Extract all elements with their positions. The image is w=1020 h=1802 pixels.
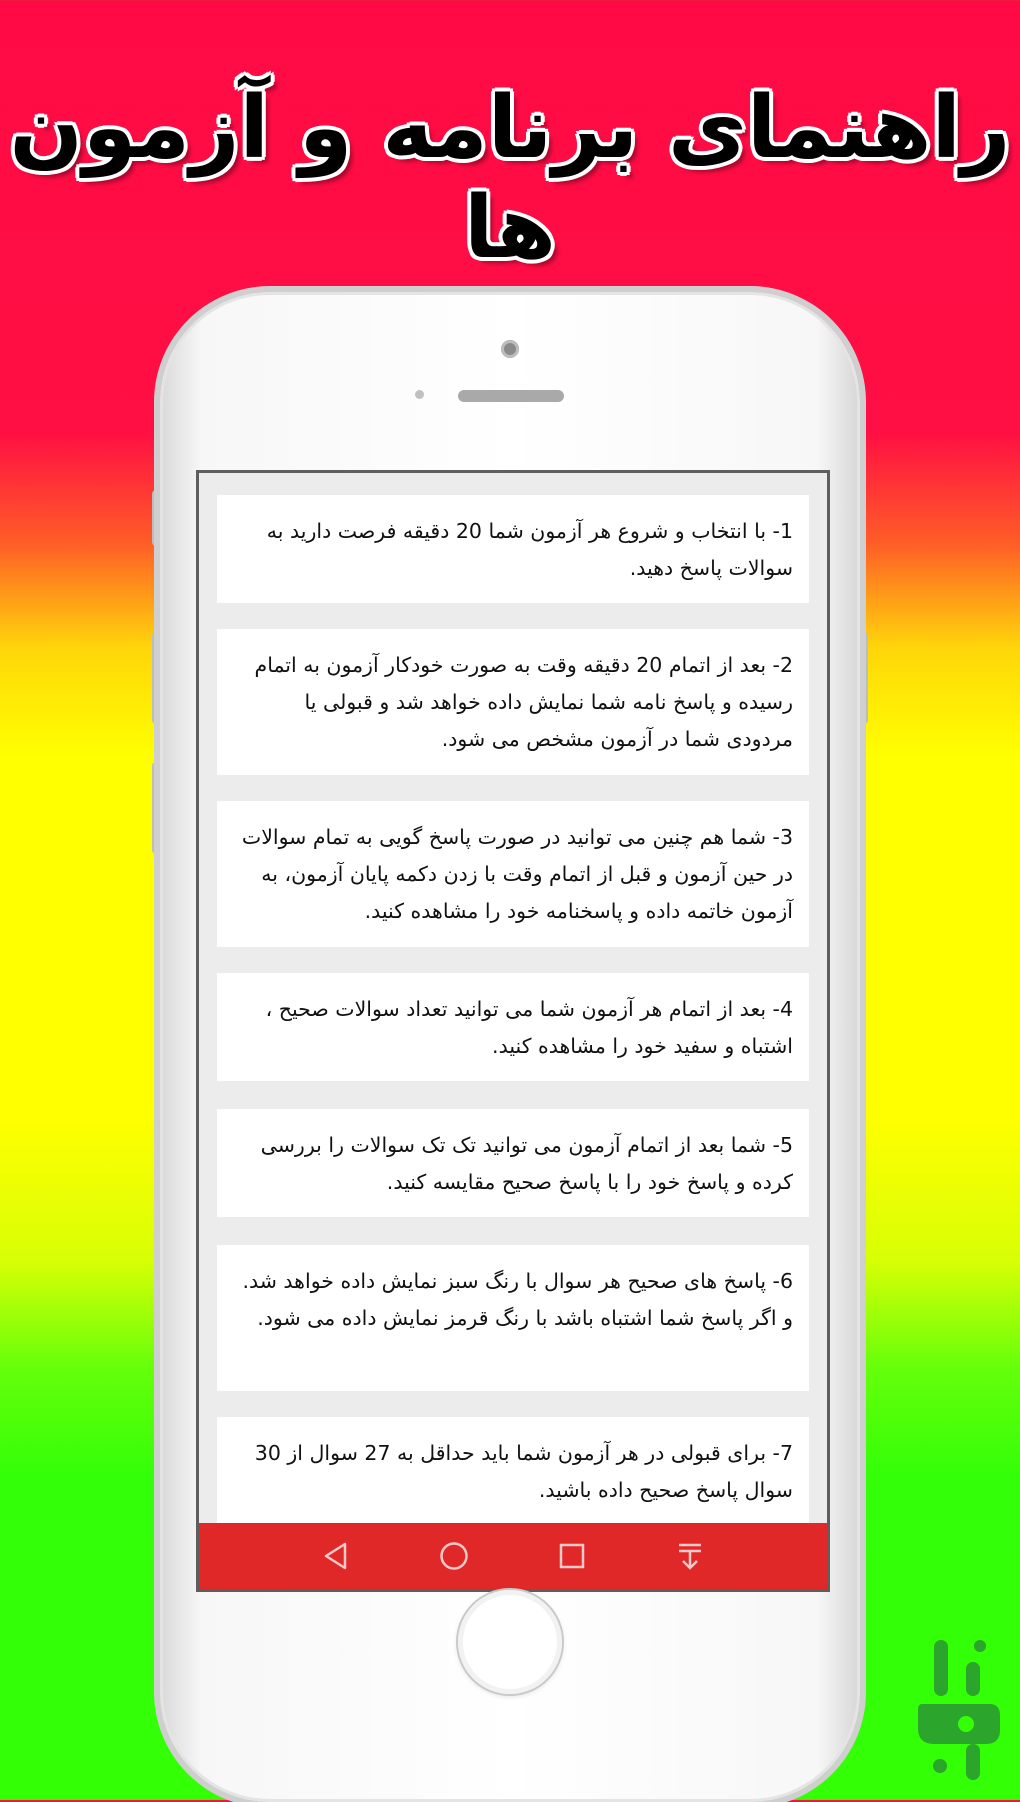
back-icon[interactable] xyxy=(317,1537,355,1575)
guide-card-7: 7- برای قبولی در هر آزمون شما باید حداقل به 27 سوال از 30 سوال پاسخ صحیح داده باشید. xyxy=(217,1417,809,1523)
phone-home-button xyxy=(458,1590,562,1694)
proximity-sensor xyxy=(415,390,424,399)
notification-pull-icon[interactable] xyxy=(671,1537,709,1575)
page-headline: راهنمای برنامه و آزمون ها xyxy=(9,78,1011,278)
guide-card-6: 6- پاسخ های صحیح هر سوال با رنگ سبز نمایش داده خواهد شد. و اگر پاسخ شما اشتباه باشد با رنگ قرمز نمایش داده می شود. xyxy=(217,1245,809,1391)
guide-card-2: 2- بعد از اتمام 20 دقیقه وقت به صورت خودکار آزمون به اتمام رسیده و پاسخ نامه شما نمایش داده خواهد شد و قبولی یا مردودی شما در آزمون مشخص می شود. xyxy=(217,629,809,775)
guide-card-1: 1- با انتخاب و شروع هر آزمون شما 20 دقیقه فرصت دارید به سوالات پاسخ دهید. xyxy=(217,495,809,603)
phone-screen xyxy=(196,470,830,1592)
home-icon[interactable] xyxy=(435,1537,473,1575)
earpiece-speaker xyxy=(458,390,564,402)
store-logo-icon xyxy=(908,1640,1004,1780)
guide-list[interactable] xyxy=(199,473,827,1523)
guide-card-3: 3- شما هم چنین می توانید در صورت پاسخ گویی به تمام سوالات در حین آزمون و قبل از اتمام وقت با زدن دکمه پایان آزمون، به آزمون خاتمه داده و پاسخنامه خود را مشاهده کنید. xyxy=(217,801,809,947)
front-camera xyxy=(501,340,519,358)
recents-icon[interactable] xyxy=(553,1537,591,1575)
android-nav-bar xyxy=(199,1523,827,1589)
guide-card-4: 4- بعد از اتمام هر آزمون شما می توانید تعداد سوالات صحیح ، اشتباه و سفید خود را مشاهده کنید. xyxy=(217,973,809,1081)
guide-card-5: 5- شما بعد از اتمام آزمون می توانید تک تک سوالات را بررسی کرده و پاسخ خود را با پاسخ صحیح مقایسه کنید. xyxy=(217,1109,809,1217)
